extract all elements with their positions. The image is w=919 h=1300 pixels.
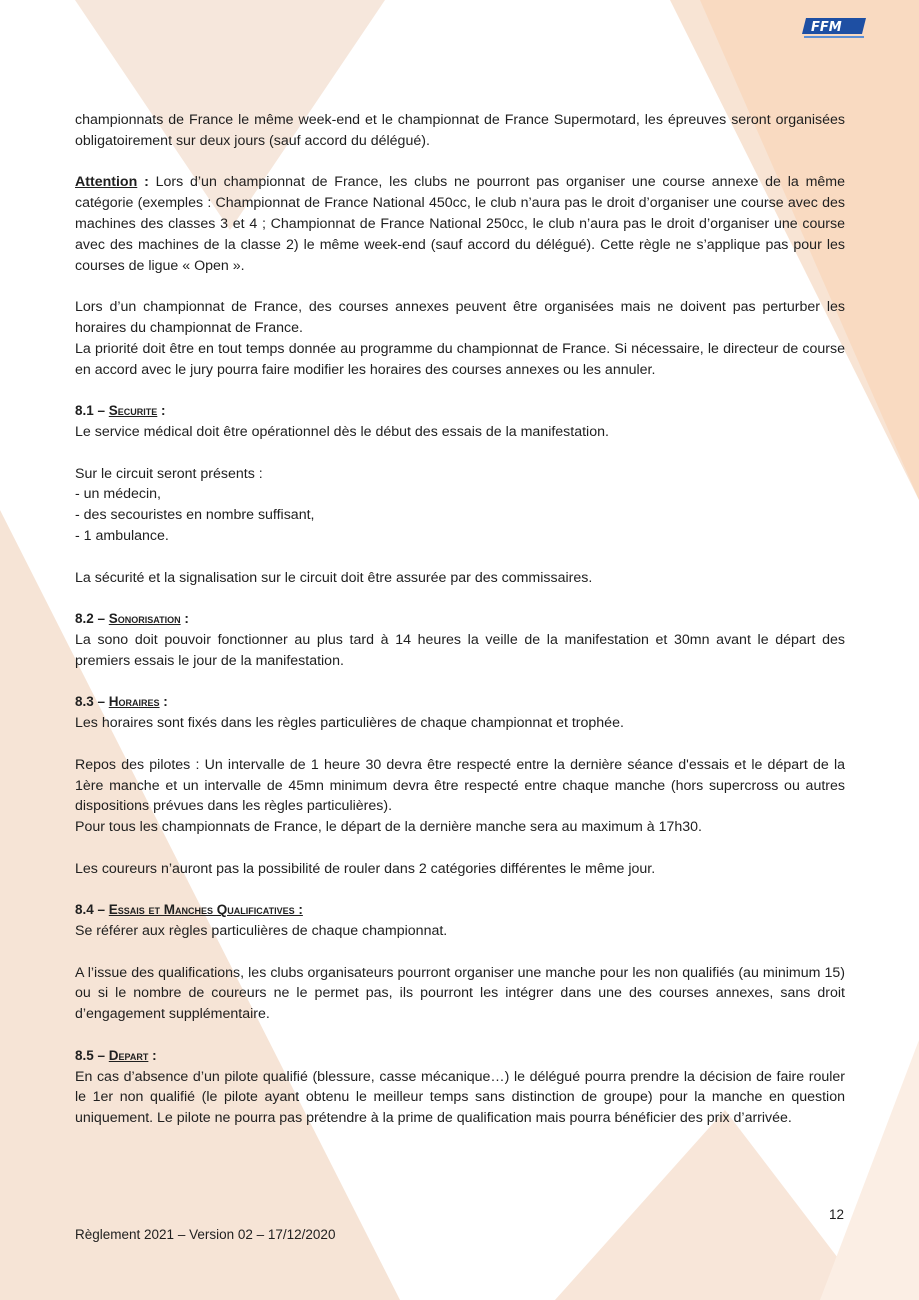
section-title: Horaires (108, 694, 160, 710)
footer-text: Règlement 2021 – Version 02 – 17/12/2020 (75, 1227, 336, 1242)
attention-colon: : (137, 174, 156, 191)
section-heading-8-4 (75, 900, 845, 921)
paragraph: championnats de France le même week-end et le championnat de France Supermotard, les épreuves seront organisées obligatoirement sur deux jours (sauf accord du délégué). (75, 112, 845, 149)
paragraph: Les coureurs n’auront pas la possibilité de rouler dans 2 catégories différentes le même jour. (75, 860, 656, 877)
ffm-logo-icon (800, 16, 868, 42)
section-number: 8.5 – (75, 1047, 109, 1063)
section-title: Essais et Manches Qualificatives : (108, 902, 303, 918)
paragraph: Lors d’un championnat de France, des courses annexes peuvent être organisées mais ne doivent pas perturber les horaires du championnat de France. (75, 299, 845, 336)
section-heading-8-1 (75, 401, 845, 422)
list-item: - 1 ambulance. (75, 527, 169, 544)
attention-label: Attention (75, 174, 138, 191)
paragraph: La sécurité et la signalisation sur le circuit doit être assurée par des commissaires. (75, 569, 593, 586)
section-colon: : (180, 611, 189, 627)
section-number: 8.4 – (75, 902, 109, 918)
paragraph: Se référer aux règles particulières de chaque championnat. (75, 923, 448, 940)
section-heading-8-3 (75, 692, 845, 713)
section-title: Securite (108, 403, 158, 419)
section-title: Depart (108, 1047, 149, 1063)
section-number: 8.2 – (75, 611, 109, 627)
attention-text: Lors d’un championnat de France, les clubs ne pourront pas organiser une course annexe de la même catégorie (exemples : Championnat de France National 450cc, le club n’aura pas le droit d’organiser une course avec des machines des classes 3 et 4 ; Championnat de France National 250cc, le club n’aura pas le droit d’organiser une course avec des machines de la classe 2) le même week-end (sauf accord du délégué). Cette règle ne s’applique pas pour les courses de ligue « Open ». (75, 174, 845, 274)
section-colon: : (159, 694, 168, 710)
paragraph: Le service médical doit être opérationnel dès le début des essais de la manifestation. (75, 423, 609, 440)
paragraph: Les horaires sont fixés dans les règles particulières de chaque championnat et trophée. (75, 715, 624, 732)
paragraph: A l’issue des qualifications, les clubs organisateurs pourront organiser une manche pour les non qualifiés (au minimum 15) ou si le nombre de coureurs ne le permet pas, ils pourront les intégrer dans une des courses annexes, sans droit d’engagement supplémentaire. (75, 964, 845, 1023)
svg-text:FFM: FFM (811, 20, 842, 35)
section-heading-8-5 (75, 1046, 845, 1067)
attention-paragraph (75, 172, 845, 276)
section-colon: : (157, 403, 166, 419)
section-colon: : (148, 1047, 157, 1063)
paragraph: La sono doit pouvoir fonctionner au plus tard à 14 heures la veille de la manifestation et 30mn avant le départ des premiers essais le jour de la manifestation. (75, 631, 845, 669)
document-body (75, 110, 845, 1150)
list-item: - des secouristes en nombre suffisant, (75, 507, 315, 524)
paragraph: La priorité doit être en tout temps donnée au programme du championnat de France. Si nécessaire, le directeur de course en accord avec le jury pourra faire modifier les horaires des courses annexes ou les annuler. (75, 340, 845, 378)
section-heading-8-2 (75, 609, 845, 630)
section-number: 8.3 – (75, 694, 109, 710)
paragraph: Repos des pilotes : Un intervalle de 1 heure 30 devra être respecté entre la dernière séance d'essais et le départ de la 1ère manche et un intervalle de 45mn minimum devra être respecté entre chaque manche (hors supercross ou autres dispositions prévues dans les règles particulières). (75, 756, 845, 815)
page-number: 12 (829, 1207, 845, 1222)
section-number: 8.1 – (75, 403, 109, 419)
paragraph: Pour tous les championnats de France, le départ de la dernière manche sera au maximum à 17h30. (75, 819, 702, 836)
section-title: Sonorisation (108, 611, 181, 627)
list-intro: Sur le circuit seront présents : (75, 465, 263, 482)
personnel-list (75, 484, 845, 546)
paragraph: En cas d’absence d’un pilote qualifié (blessure, casse mécanique…) le délégué pourra prendre la décision de faire rouler le 1er non qualifié (le pilote ayant obtenu le meilleur temps sans distinction de groupe) pour la manche en question uniquement. Le pilote ne pourra pas prétendre à la prime de qualification mais pourra bénéficier des prix d’arrivée. (75, 1068, 845, 1127)
list-item: - un médecin, (75, 486, 161, 503)
